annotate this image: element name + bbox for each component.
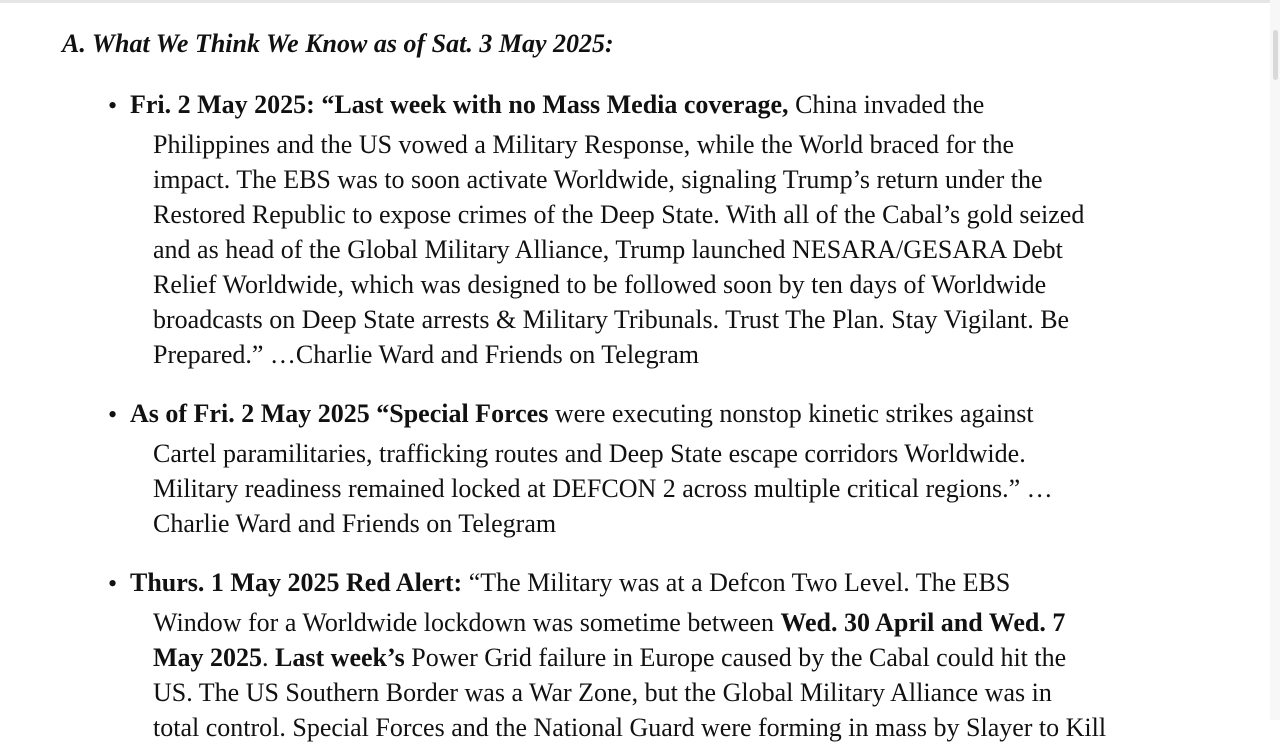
body-line: Relief Worldwide, which was designed to be followed soon by ten days of Worldwide bbox=[153, 270, 1047, 299]
body-line bbox=[153, 605, 1243, 640]
scrollbar[interactable] bbox=[1270, 0, 1280, 720]
item-lead-bold: Fri. 2 May 2025: “Last week with no Mass Media coverage, bbox=[130, 90, 789, 119]
body-line: impact. The EBS was to soon activate Worldwide, signaling Trump’s return under the bbox=[153, 165, 1043, 194]
list-item-body bbox=[153, 127, 1243, 372]
body-line: US. The US Southern Border was a War Zone, but the Global Military Alliance was in bbox=[153, 678, 1052, 707]
bullet-icon: • bbox=[108, 400, 118, 429]
item-lead-text: were executing nonstop kinetic strikes against bbox=[548, 399, 1034, 428]
body-line: Military readiness remained locked at DEFCON 2 across multiple critical regions.” … bbox=[153, 474, 1053, 503]
item-lead-bold: As of Fri. 2 May 2025 “Special Forces bbox=[130, 399, 549, 428]
bullet-icon: • bbox=[108, 569, 118, 598]
scrollbar-thumb[interactable] bbox=[1273, 30, 1278, 80]
body-line bbox=[153, 640, 1243, 675]
body-bold: Wed. 30 April and Wed. 7 bbox=[780, 608, 1066, 637]
body-line: broadcasts on Deep State arrests & Military Tribunals. Trust The Plan. Stay Vigilant. Be bbox=[153, 305, 1070, 334]
body-line: Philippines and the US vowed a Military Response, while the World braced for the bbox=[153, 130, 1015, 159]
body-line: Restored Republic to expose crimes of the Deep State. With all of the Cabal’s gold seized bbox=[153, 200, 1085, 229]
bullet-icon: • bbox=[108, 91, 118, 120]
section-heading: A. What We Think We Know as of Sat. 3 May 2025: bbox=[62, 29, 614, 58]
body-line: total control. Special Forces and the National Guard were forming in mass by Slayer to Kill bbox=[153, 713, 1107, 742]
list-item-first-line bbox=[130, 565, 1010, 601]
top-divider bbox=[0, 0, 1280, 3]
body-bold: Last week’s bbox=[275, 643, 405, 672]
body-text: Power Grid failure in Europe caused by the Cabal could hit the bbox=[404, 643, 1067, 672]
body-line: and as head of the Global Military Alliance, Trump launched NESARA/GESARA Debt bbox=[153, 235, 1063, 264]
list-item-body bbox=[153, 436, 1243, 541]
body-bold: May 2025 bbox=[153, 643, 263, 672]
item-lead-bold: Thurs. 1 May 2025 Red Alert: bbox=[130, 568, 463, 597]
item-lead-text: China invaded the bbox=[788, 90, 985, 119]
item-lead-text: “The Military was at a Defcon Two Level. The EBS bbox=[462, 568, 1011, 597]
body-line: Cartel paramilitaries, trafficking routes and Deep State escape corridors Worldwide. bbox=[153, 439, 1026, 468]
list-item-first-line bbox=[130, 87, 984, 123]
list-item-first-line bbox=[130, 396, 1034, 432]
body-line: Prepared.” …Charlie Ward and Friends on Telegram bbox=[153, 340, 700, 369]
body-line: Charlie Ward and Friends on Telegram bbox=[153, 509, 557, 538]
body-text: Window for a Worldwide lockdown was sometime between bbox=[153, 608, 781, 637]
body-text: . bbox=[262, 643, 276, 672]
list-item-body bbox=[153, 605, 1243, 745]
